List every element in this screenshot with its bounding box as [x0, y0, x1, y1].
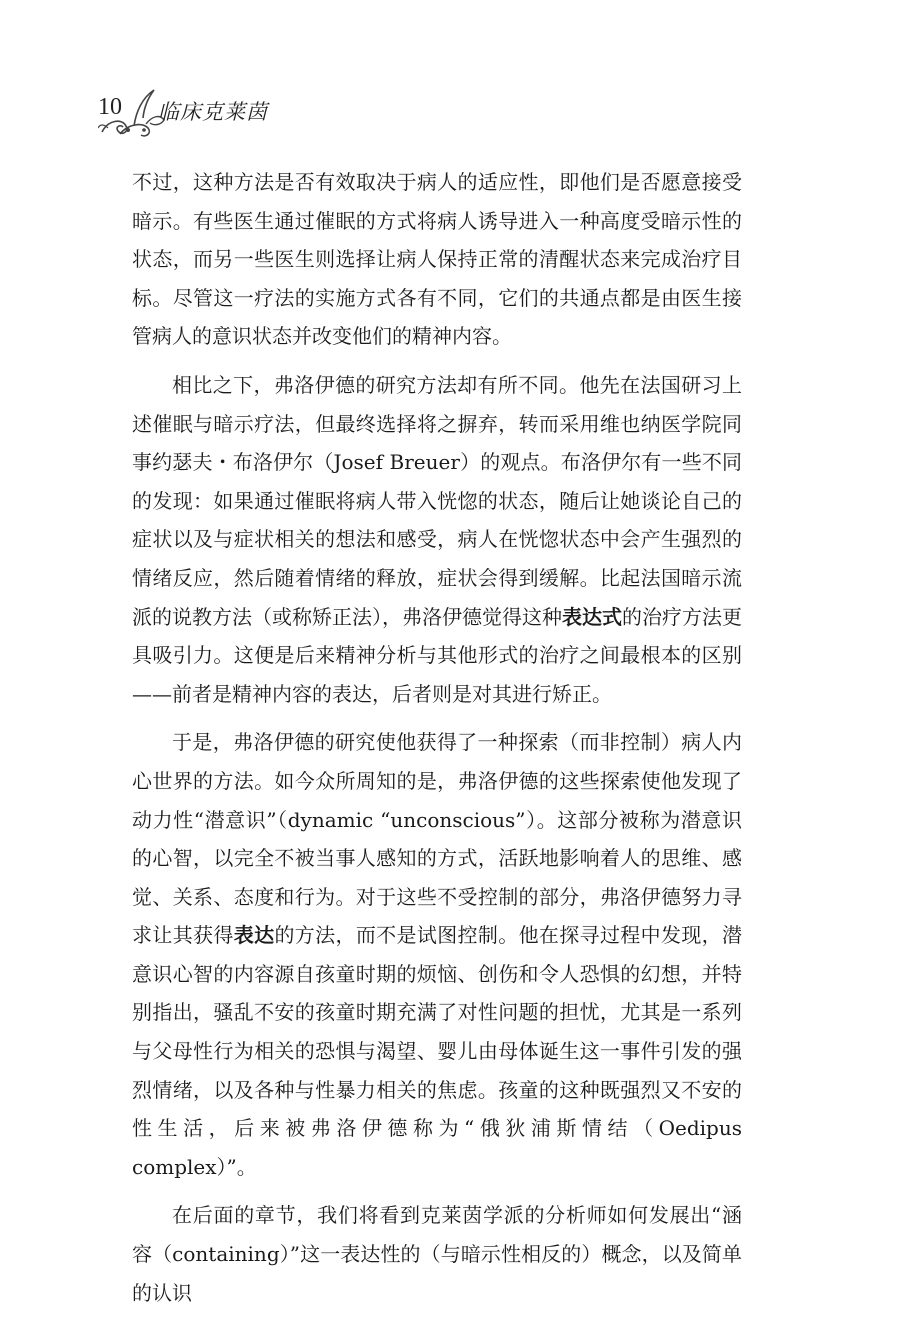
paragraph-3-text-b: 的方法，而不是试图控制。他在探寻过程中发现，潜意识心智的内容源自孩童时期的烦恼、创伤和令人恐惧的幻想，并特别指出，骚乱不安的孩童时期充满了对性问题的担忧，尤其是一系列与父母性行为相关的恐惧与渴望、婴儿由母体诞生这一事件引发的强烈情绪，以及各种与性暴力相关的焦虑。孩童的这种既强烈又不安的性生活，后来被弗洛伊德称为“俄狄浦斯情结（Oedipus complex）”。: [132, 923, 743, 1179]
paragraph-1: [132, 163, 742, 356]
paragraph-2-text-a: 相比之下，弗洛伊德的研究方法却有所不同。他先在法国研习上述催眠与暗示疗法，但最终选择将之摒弃，转而采用维也纳医学院同事约瑟夫・布洛伊尔（Josef Breuer）的观点。布洛伊尔有一些不同的发现：如果通过催眠将病人带入恍惚的状态，随后让她谈论自己的症状以及与症状相关的想法和感受，病人在恍惚状态中会产生强烈的情绪反应，然后随着情绪的释放，症状会得到缓解。比起法国暗示流派的说教方法（或称矫正法），弗洛伊德觉得这种: [132, 372, 742, 629]
paragraph-2-bold: 表达式: [562, 604, 622, 629]
paragraph-1-text: 不过，这种方法是否有效取决于病人的适应性，即他们是否愿意接受暗示。有些医生通过催眠的方式将病人诱导进入一种高度受暗示性的状态，而另一些医生则选择让病人保持正常的清醒状态来完成治疗目标。尽管这一疗法的实施方式各有不同，它们的共通点都是由医生接管病人的意识状态并改变他们的精神内容。: [132, 170, 742, 349]
paragraph-2: [132, 366, 742, 713]
running-title: 临床克莱茵: [158, 100, 268, 124]
paragraph-3-text-a: 于是，弗洛伊德的研究使他获得了一种探索（而非控制）病人内心世界的方法。如今众所周知的是，弗洛伊德的这些探索使他发现了动力性“潜意识”（dynamic “unconscious”）。这部分被称为潜意识的心智，以完全不被当事人感知的方式，活跃地影响着人的思维、感觉、关系、态度和行为。对于这些不受控制的部分，弗洛伊德努力寻求让其获得: [132, 730, 742, 948]
paragraph-4: [132, 1196, 742, 1312]
body-text: [132, 163, 742, 1322]
paragraph-2-text-b: 的治疗方法更具吸引力。这便是后来精神分析与其他形式的治疗之间最根本的区别——前者是精神内容的表达，后者则是对其进行矫正。: [132, 604, 742, 706]
paragraph-4-text: 在后面的章节，我们将看到克莱茵学派的分析师如何发展出“涵容（containing）”这一表达性的（与暗示性相反的）概念，以及简单的认识: [132, 1203, 742, 1305]
paragraph-3: [132, 723, 742, 1186]
running-header: [98, 84, 398, 140]
page-number: 10: [98, 94, 122, 120]
paragraph-3-bold: 表达: [233, 923, 275, 948]
